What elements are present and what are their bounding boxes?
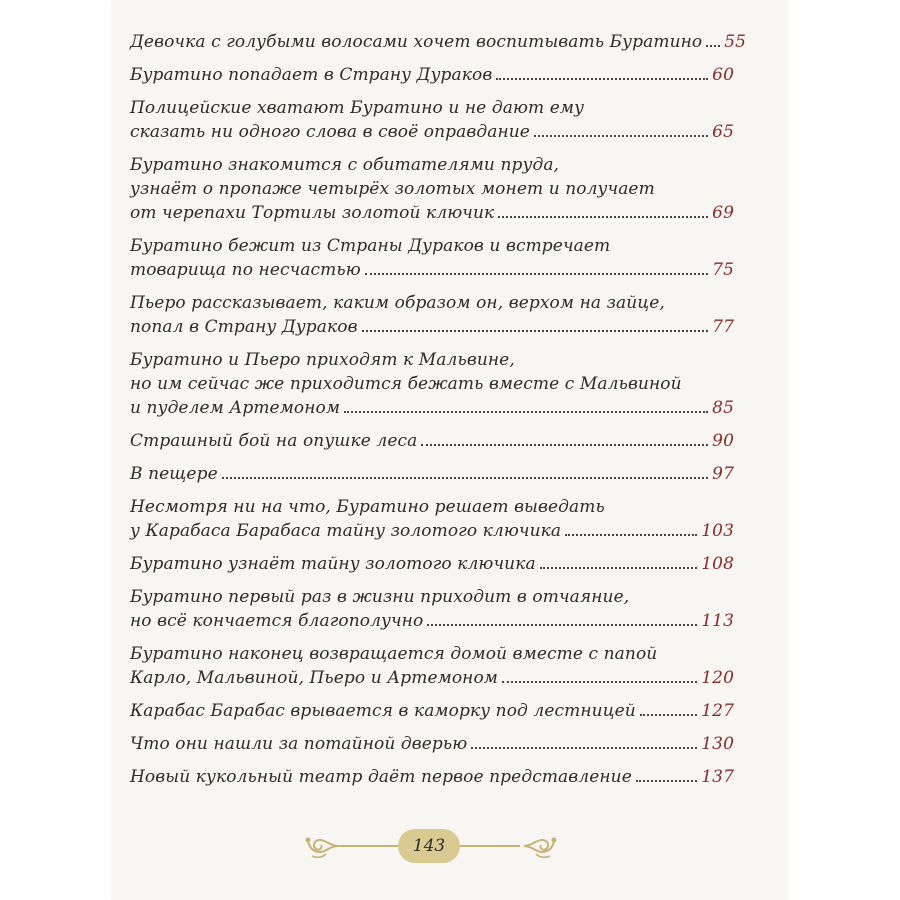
toc-entry-line xyxy=(130,201,734,225)
toc-entry-page: 103 xyxy=(701,521,734,541)
dot-leader xyxy=(534,135,708,137)
toc-entry xyxy=(130,699,734,723)
toc-entry-title: Несмотря ни на что, Буратино решает выведать xyxy=(130,497,605,517)
toc-entry-line xyxy=(130,699,734,723)
toc-entry-line xyxy=(130,348,734,372)
toc-entry xyxy=(130,291,734,339)
toc-entry-page: 130 xyxy=(701,734,734,754)
toc-entry-page: 85 xyxy=(712,398,734,418)
dot-leader xyxy=(222,477,708,479)
toc-entry-line xyxy=(130,462,734,486)
toc-entry-page: 97 xyxy=(712,464,734,484)
toc-entry-title: Буратино наконец возвращается домой вместе с папой xyxy=(130,644,658,664)
toc-entry-page: 90 xyxy=(712,431,734,451)
toc-entry-title: Новый кукольный театр даёт первое представление xyxy=(130,767,632,787)
toc-entry xyxy=(130,348,734,420)
toc-entry-line xyxy=(130,642,734,666)
toc-entry-line xyxy=(130,177,734,201)
toc-entry-page: 137 xyxy=(701,767,734,787)
dot-leader xyxy=(640,714,697,716)
toc-entry-title: Буратино знакомится с обитателями пруда, xyxy=(130,155,560,175)
toc-entry-page: 55 xyxy=(724,32,747,52)
toc-entry-title: Буратино узнаёт тайну золотого ключика xyxy=(130,554,536,574)
toc-entry-title: Буратино попадает в Страну Дураков xyxy=(130,65,493,85)
toc-entry-title: попал в Страну Дураков xyxy=(130,317,358,337)
toc-entry-title: от черепахи Тортилы золотой ключик xyxy=(130,203,495,223)
toc-entry-page: 113 xyxy=(701,611,734,631)
toc-entry xyxy=(130,63,734,87)
toc-entry-line xyxy=(130,153,734,177)
book-page xyxy=(112,0,788,900)
toc-entry-title: узнаёт о пропаже четырёх золотых монет и получает xyxy=(130,179,655,199)
toc-entry-page: 60 xyxy=(712,65,734,85)
toc-entry-line xyxy=(130,96,734,120)
dot-leader xyxy=(565,534,697,536)
toc-entry xyxy=(130,642,734,690)
toc-entry-page: 75 xyxy=(712,260,734,280)
toc-entry-title: Карабас Барабас врывается в каморку под лестницей xyxy=(130,701,636,721)
toc-entry xyxy=(130,732,734,756)
toc-entry-title: Карло, Мальвиной, Пьеро и Артемоном xyxy=(130,668,499,688)
toc-entry-line xyxy=(130,120,734,144)
dot-leader xyxy=(498,216,708,218)
toc-entry-title: Полицейские хватают Буратино и не дают ему xyxy=(130,98,585,118)
toc-entry xyxy=(130,153,734,225)
toc-entry xyxy=(130,462,734,486)
dot-leader xyxy=(540,567,698,569)
toc-entry-line xyxy=(130,552,734,576)
dot-leader xyxy=(636,780,697,782)
dot-leader xyxy=(496,78,708,80)
toc-entry xyxy=(130,765,734,789)
toc-entry-line xyxy=(130,732,734,756)
toc-entry xyxy=(130,585,734,633)
toc-entry xyxy=(130,30,747,54)
toc-entry-title: Буратино и Пьеро приходят к Мальвине, xyxy=(130,350,515,370)
toc-entry-title: Буратино бежит из Страны Дураков и встречает xyxy=(130,236,611,256)
footer-rule-right xyxy=(460,845,520,847)
toc-entry-line xyxy=(130,315,734,339)
flourish-right-icon xyxy=(522,830,558,862)
toc-entry-title: В пещере xyxy=(130,464,218,484)
toc-entry-page: 65 xyxy=(712,122,734,142)
toc-entry-title: и пуделем Артемоном xyxy=(130,398,341,418)
toc-entry-title: Что они нашли за потайной дверью xyxy=(130,734,468,754)
dot-leader xyxy=(706,45,720,47)
toc-entry-line xyxy=(130,372,734,396)
toc-entry-title: Девочка с голубыми волосами хочет воспитывать Буратино xyxy=(130,32,703,52)
toc-entry-title: но всё кончается благополучно xyxy=(130,611,424,631)
toc-entry-title: у Карабаса Барабаса тайну золотого ключика xyxy=(130,521,562,541)
dot-leader xyxy=(427,624,697,626)
toc-entry-line xyxy=(130,585,734,609)
toc-entry-line xyxy=(130,63,734,87)
toc-entry xyxy=(130,96,734,144)
toc-entry-line xyxy=(130,30,747,54)
toc-entry-line xyxy=(130,429,734,453)
page-number: 143 xyxy=(412,836,446,856)
toc-entry xyxy=(130,552,734,576)
page-footer xyxy=(112,826,788,866)
page-number-badge xyxy=(398,829,460,863)
dot-leader xyxy=(362,330,709,332)
toc-entry-line xyxy=(130,519,734,543)
dot-leader xyxy=(502,681,697,683)
toc-entry-line xyxy=(130,495,734,519)
flourish-left-icon xyxy=(304,830,340,862)
toc-entry-title: Буратино первый раз в жизни приходит в отчаяние, xyxy=(130,587,630,607)
toc-entry-title: Страшный бой на опушке леса xyxy=(130,431,418,451)
toc-entry-page: 120 xyxy=(701,668,734,688)
toc-entry-title: товарища по несчастью xyxy=(130,260,361,280)
toc-entry-line xyxy=(130,291,734,315)
table-of-contents xyxy=(130,30,747,798)
toc-entry-page: 127 xyxy=(701,701,734,721)
toc-entry-title: сказать ни одного слова в своё оправдание xyxy=(130,122,530,142)
dot-leader xyxy=(365,273,708,275)
dot-leader xyxy=(471,747,697,749)
toc-entry xyxy=(130,429,734,453)
toc-entry xyxy=(130,495,734,543)
toc-entry-title: Пьеро рассказывает, каким образом он, верхом на зайце, xyxy=(130,293,665,313)
toc-entry-line xyxy=(130,666,734,690)
toc-entry-line xyxy=(130,258,734,282)
toc-entry-page: 108 xyxy=(701,554,734,574)
toc-entry-page: 77 xyxy=(712,317,734,337)
toc-entry-title: но им сейчас же приходится бежать вместе с Мальвиной xyxy=(130,374,682,394)
footer-rule-left xyxy=(338,845,398,847)
toc-entry-line xyxy=(130,234,734,258)
toc-entry-line xyxy=(130,765,734,789)
toc-entry-page: 69 xyxy=(712,203,734,223)
toc-entry-line xyxy=(130,396,734,420)
dot-leader xyxy=(344,411,708,413)
toc-entry-line xyxy=(130,609,734,633)
dot-leader xyxy=(421,444,708,446)
toc-entry xyxy=(130,234,734,282)
